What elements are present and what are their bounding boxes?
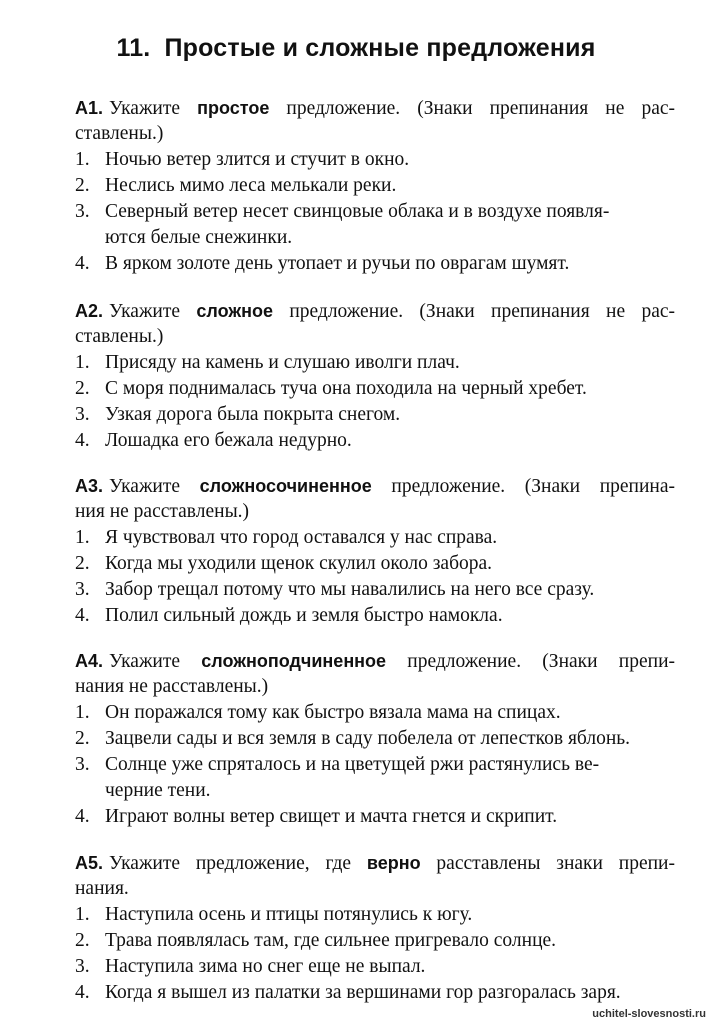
answer-option: 2. Трава появлялась там, где сильнее пригревало солнце. <box>75 930 557 951</box>
answer-option: 4. Играют волны ветер свищет и мачта гнется и скрипит. <box>75 806 558 827</box>
question-stem-continued: ставлены.) <box>75 123 164 144</box>
answer-option: 2. Неслись мимо леса мелькали реки. <box>75 175 397 196</box>
answer-option: 2. С моря поднималась туча она походила на черный хребет. <box>75 378 587 399</box>
question-a4 <box>75 648 675 830</box>
answer-option: 1. Я чувствовал что город оставался у нас справа. <box>75 527 498 548</box>
answer-option: 1. Наступила осень и птицы потянулись к югу. <box>75 904 473 925</box>
question-keyword: верно <box>366 853 421 873</box>
answer-option: 4. Лошадка его бежала недурно. <box>75 430 352 451</box>
question-stem: А4. Укажите сложноподчиненное предложение. (Знаки препи- <box>75 651 675 672</box>
question-label: А4. <box>75 651 104 671</box>
answer-option: 3. Северный ветер несет свинцовые облака и в воздухе появля- <box>75 201 610 222</box>
answer-option-continued: ются белые снежинки. <box>105 227 293 248</box>
question-stem-continued: нания. <box>75 878 129 899</box>
answer-option: 2. Когда мы уходили щенок скулил около забора. <box>75 553 493 574</box>
answer-option: 3. Забор трещал потому что мы навалились на него все сразу. <box>75 579 595 600</box>
question-label: А3. <box>75 476 104 496</box>
answer-option: 3. Солнце уже спряталось и на цветущей ржи растянулись ве- <box>75 754 600 775</box>
question-keyword: сложноподчиненное <box>201 651 387 671</box>
question-stem-continued: нания не расставлены.) <box>75 676 269 697</box>
question-stem: А3. Укажите сложносочиненное предложение. (Знаки препина- <box>75 476 675 497</box>
answer-option: 1. Присяду на камень и слушаю иволги плач. <box>75 352 460 373</box>
page-title <box>0 34 712 63</box>
question-label: А2. <box>75 301 104 321</box>
question-label: А1. <box>75 98 104 118</box>
answer-option: 3. Наступила зима но снег еще не выпал. <box>75 956 426 977</box>
answer-option: 1. Ночью ветер злится и стучит в окно. <box>75 149 410 170</box>
question-keyword: сложносочиненное <box>199 476 372 496</box>
answer-option: 2. Зацвели сады и вся земля в саду побелела от лепестков яблонь. <box>75 728 631 749</box>
question-label: А5. <box>75 853 104 873</box>
answer-option: 1. Он поражался тому как быстро вязала мама на спицах. <box>75 702 561 723</box>
answer-option: 4. Когда я вышел из палатки за вершинами гор разгоралась заря. <box>75 982 621 1003</box>
question-stem-continued: ния не расставлены.) <box>75 501 250 522</box>
section-title: Простые и сложные предложения <box>164 34 596 62</box>
question-stem: А2. Укажите сложное предложение. (Знаки препинания не рас- <box>75 301 675 322</box>
question-keyword: простое <box>197 98 270 118</box>
answer-option: 4. В ярком золоте день утопает и ручьи по оврагам шумят. <box>75 253 570 274</box>
question-a3 <box>75 473 675 629</box>
section-number: 11. <box>116 34 151 62</box>
question-a2 <box>75 298 675 454</box>
question-stem-continued: ставлены.) <box>75 326 164 347</box>
question-keyword: сложное <box>196 301 273 321</box>
question-a1 <box>75 95 675 277</box>
answer-option-continued: черние тени. <box>105 780 211 801</box>
question-stem: А5. Укажите предложение, где верно расставлены знаки препи- <box>75 853 675 874</box>
answer-option: 4. Полил сильный дождь и земля быстро намокла. <box>75 605 503 626</box>
watermark: uchitel-slovesnosti.ru <box>592 1008 706 1020</box>
question-a5 <box>75 850 675 1006</box>
question-stem: А1. Укажите простое предложение. (Знаки препинания не рас- <box>75 98 676 119</box>
answer-option: 3. Узкая дорога была покрыта снегом. <box>75 404 401 425</box>
